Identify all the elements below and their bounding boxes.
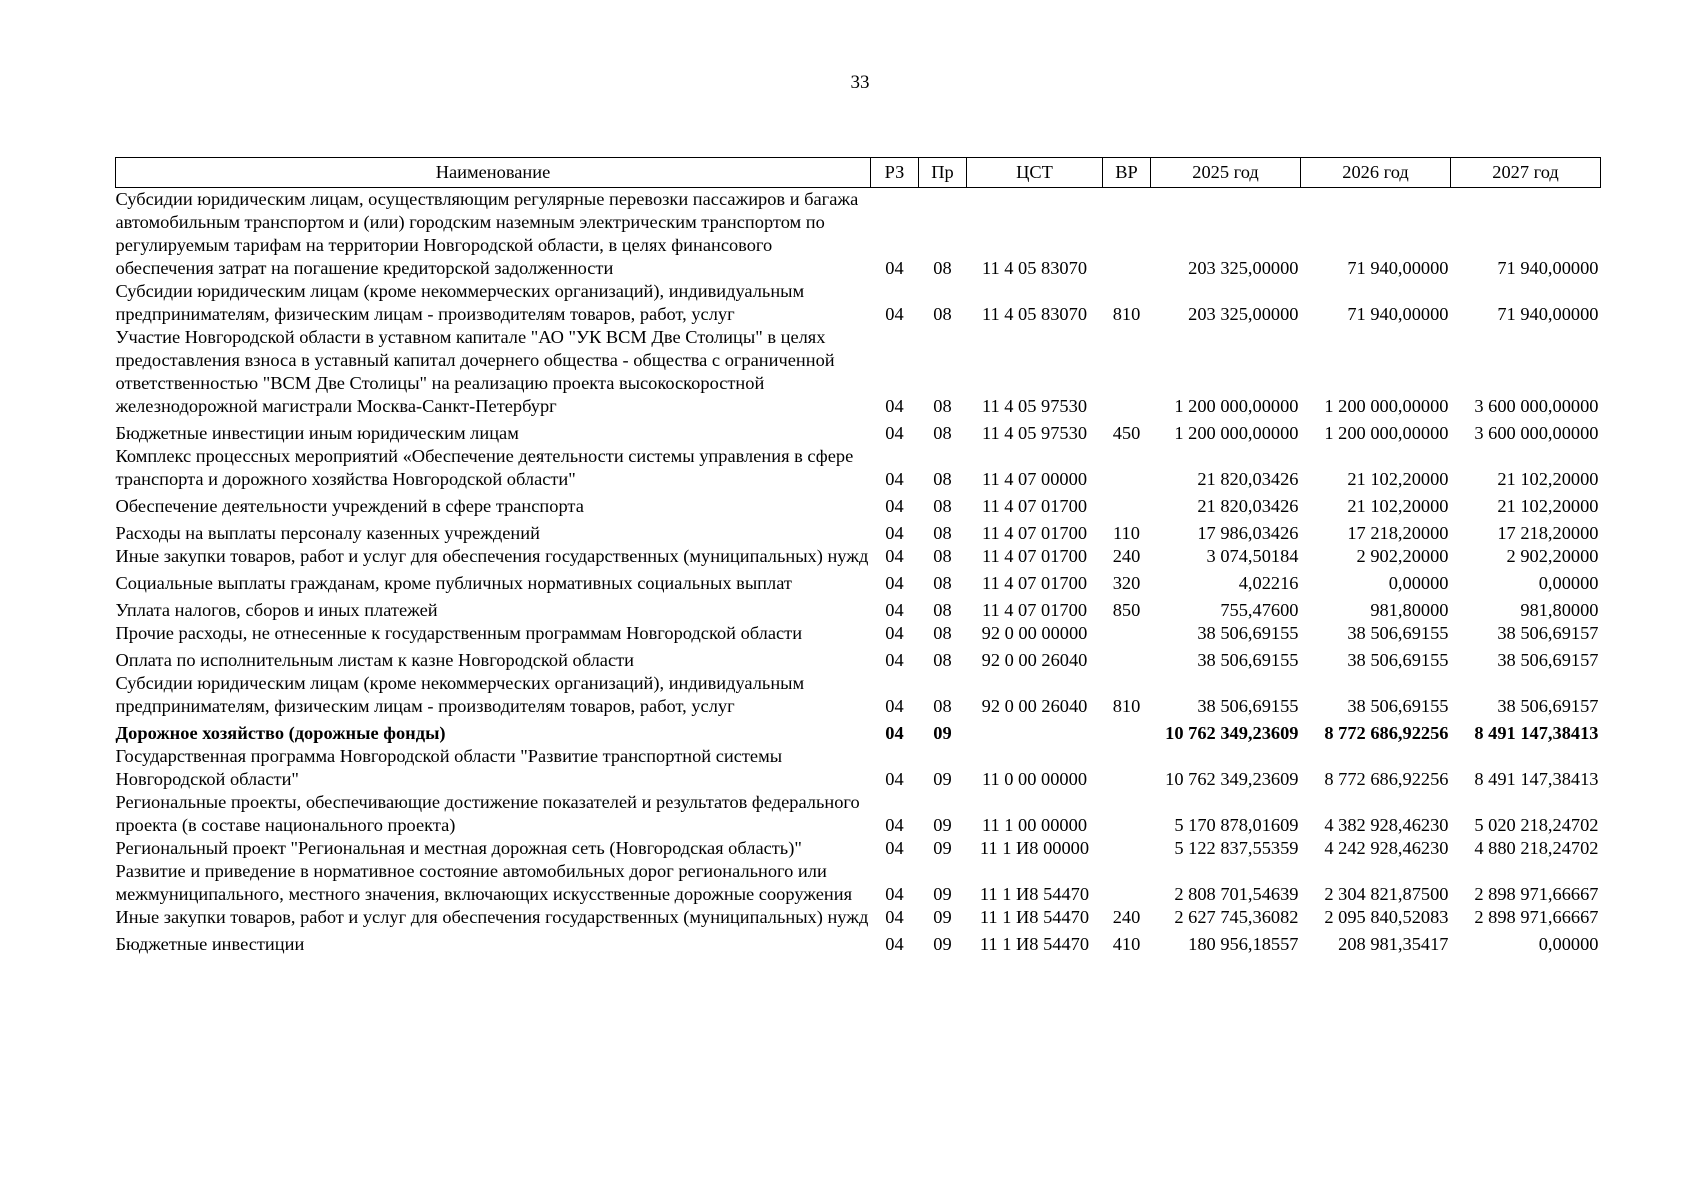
- row-name: Уплата налогов, сборов и иных платежей: [115, 600, 438, 620]
- row-2026: 71 940,00000: [1347, 258, 1449, 278]
- row-name: Субсидии юридическим лицам, осуществляющим регулярные перевозки пассажиров и багажа автомобильным транспортом и (или) городским наземным электрическим транспортом по регулируемым тарифам на территории Новгородской области, в целях финансового обеспечения затрат на погашение кредиторской задолженности: [115, 189, 859, 278]
- row-2027: 8 491 147,38413: [1474, 723, 1599, 743]
- row-2027: 71 940,00000: [1497, 258, 1599, 278]
- row-pr: 09: [933, 838, 952, 858]
- table-row: [116, 518, 1601, 545]
- row-2025: 5 170 878,01609: [1174, 815, 1299, 835]
- row-vr: [1103, 860, 1151, 906]
- row-2025: 2 627 745,36082: [1174, 907, 1299, 927]
- row-cst: 11 1 И8 54470: [979, 934, 1090, 954]
- row-2026: 4 242 928,46230: [1324, 838, 1449, 858]
- header-2027: 2027 год: [1451, 158, 1601, 188]
- row-name: Региональный проект "Региональная и местная дорожная сеть (Новгородская область)": [115, 838, 802, 858]
- table-row: [116, 906, 1601, 929]
- section-total-row: [116, 718, 1601, 745]
- row-name: Участие Новгородской области в уставном капитале "АО "УК ВСМ Две Столицы" в целях предоставления взноса в уставный капитал дочернего общества - общества с ограниченной ответственностью "ВСМ Две Столицы" на реализацию проекта высокоскоростной железнодорожной магистрали Москва-Санкт-Петербург: [115, 327, 835, 416]
- table-row: [116, 280, 1601, 326]
- row-vr: [1103, 622, 1151, 645]
- row-2025: 38 506,69155: [1197, 623, 1299, 643]
- row-rz: 04: [885, 496, 904, 516]
- row-pr: 08: [933, 623, 952, 643]
- row-2026: 17 218,20000: [1347, 523, 1449, 543]
- row-vr: 850: [1112, 600, 1141, 620]
- row-vr: 240: [1112, 907, 1141, 927]
- row-name: Бюджетные инвестиции: [115, 934, 305, 954]
- row-2026: 8 772 686,92256: [1324, 723, 1449, 743]
- row-vr: 450: [1112, 423, 1141, 443]
- row-2025: 755,47600: [1220, 600, 1299, 620]
- row-2026: 1 200 000,00000: [1324, 396, 1449, 416]
- row-2027: 3 600 000,00000: [1474, 423, 1599, 443]
- row-2026: 981,80000: [1370, 600, 1449, 620]
- table-row: [116, 568, 1601, 595]
- row-cst: 11 4 07 01700: [981, 573, 1088, 593]
- table-row: [116, 445, 1601, 491]
- row-cst: 11 4 05 83070: [981, 304, 1088, 324]
- row-cst: 11 1 И8 00000: [979, 838, 1090, 858]
- row-cst: 11 1 00 00000: [981, 815, 1088, 835]
- row-pr: 08: [933, 650, 952, 670]
- row-2026: 71 940,00000: [1347, 304, 1449, 324]
- row-2026: 1 200 000,00000: [1324, 423, 1449, 443]
- row-2025: 17 986,03426: [1197, 523, 1299, 543]
- row-vr: [1103, 837, 1151, 860]
- table-row: [116, 929, 1601, 956]
- row-cst: 11 4 07 01700: [981, 523, 1088, 543]
- row-2027: 38 506,69157: [1497, 696, 1599, 716]
- row-rz: 04: [885, 304, 904, 324]
- row-cst: 11 4 05 83070: [981, 258, 1088, 278]
- row-2027: 17 218,20000: [1497, 523, 1599, 543]
- row-2025: 2 808 701,54639: [1174, 884, 1299, 904]
- row-rz: 04: [885, 723, 904, 743]
- row-rz: 04: [885, 423, 904, 443]
- row-2027: 0,00000: [1538, 573, 1599, 593]
- row-vr: 320: [1112, 573, 1141, 593]
- row-cst: 11 4 07 00000: [981, 469, 1088, 489]
- row-name: Прочие расходы, не отнесенные к государственным программам Новгородской области: [115, 623, 803, 643]
- row-2027: 71 940,00000: [1497, 304, 1599, 324]
- row-vr: 410: [1112, 934, 1141, 954]
- header-cst: ЦСТ: [967, 158, 1103, 188]
- row-2027: 38 506,69157: [1497, 650, 1599, 670]
- table-header-row: [116, 158, 1601, 188]
- row-vr: [1103, 745, 1151, 791]
- row-cst: [967, 718, 1103, 745]
- row-rz: 04: [885, 546, 904, 566]
- row-pr: 08: [933, 258, 952, 278]
- row-2025: 38 506,69155: [1197, 696, 1299, 716]
- table-row: [116, 672, 1601, 718]
- header-2026: 2026 год: [1301, 158, 1451, 188]
- row-name: Обеспечение деятельности учреждений в сфере транспорта: [115, 496, 584, 516]
- row-2026: 38 506,69155: [1347, 623, 1449, 643]
- row-cst: 92 0 00 26040: [981, 696, 1088, 716]
- row-name: Дорожное хозяйство (дорожные фонды): [115, 723, 446, 743]
- row-rz: 04: [885, 907, 904, 927]
- table-row: [116, 188, 1601, 281]
- row-2027: 0,00000: [1538, 934, 1599, 954]
- row-cst: 11 1 И8 54470: [979, 907, 1090, 927]
- row-vr: [1103, 791, 1151, 837]
- row-2027: 21 102,20000: [1497, 469, 1599, 489]
- row-rz: 04: [885, 769, 904, 789]
- table-row: [116, 545, 1601, 568]
- row-rz: 04: [885, 838, 904, 858]
- row-2027: 5 020 218,24702: [1474, 815, 1599, 835]
- row-2026: 21 102,20000: [1347, 469, 1449, 489]
- row-cst: 11 1 И8 54470: [979, 884, 1090, 904]
- row-pr: 08: [933, 423, 952, 443]
- row-pr: 08: [933, 396, 952, 416]
- row-cst: 11 4 05 97530: [981, 423, 1088, 443]
- table-row: [116, 860, 1601, 906]
- table-row: [116, 595, 1601, 622]
- row-2025: 5 122 837,55359: [1174, 838, 1299, 858]
- row-2025: 21 820,03426: [1197, 469, 1299, 489]
- row-vr: 810: [1112, 696, 1141, 716]
- row-rz: 04: [885, 623, 904, 643]
- row-2027: 2 902,20000: [1506, 546, 1599, 566]
- row-2027: 3 600 000,00000: [1474, 396, 1599, 416]
- row-pr: 08: [933, 304, 952, 324]
- row-rz: 04: [885, 573, 904, 593]
- row-cst: 11 4 05 97530: [981, 396, 1088, 416]
- row-cst: 11 0 00 00000: [981, 769, 1088, 789]
- table-row: [116, 745, 1601, 791]
- row-name: Развитие и приведение в нормативное состояние автомобильных дорог регионального или межмуниципального, местного значения, включающих искусственные дорожные сооружения: [115, 861, 853, 904]
- row-2026: 38 506,69155: [1347, 696, 1449, 716]
- header-rz: РЗ: [871, 158, 919, 188]
- row-rz: 04: [885, 523, 904, 543]
- row-vr: [1103, 326, 1151, 418]
- row-vr: [1103, 491, 1151, 518]
- row-pr: 08: [933, 523, 952, 543]
- table-row: [116, 791, 1601, 837]
- row-pr: 09: [933, 907, 952, 927]
- row-2026: 0,00000: [1388, 573, 1449, 593]
- row-rz: 04: [885, 934, 904, 954]
- table-row: [116, 645, 1601, 672]
- row-name: Комплекс процессных мероприятий «Обеспечение деятельности системы управления в сфере транспорта и дорожного хозяйства Новгородской области": [115, 446, 854, 489]
- row-vr: [1103, 445, 1151, 491]
- row-2027: 21 102,20000: [1497, 496, 1599, 516]
- row-name: Социальные выплаты гражданам, кроме публичных нормативных социальных выплат: [115, 573, 792, 593]
- row-name: Расходы на выплаты персоналу казенных учреждений: [115, 523, 540, 543]
- row-2026: 2 095 840,52083: [1324, 907, 1449, 927]
- row-2025: 10 762 349,23609: [1165, 723, 1299, 743]
- row-pr: 09: [933, 815, 952, 835]
- row-pr: 09: [933, 934, 952, 954]
- row-rz: 04: [885, 650, 904, 670]
- row-pr: 08: [933, 469, 952, 489]
- row-2027: 2 898 971,66667: [1474, 884, 1599, 904]
- row-2026: 208 981,35417: [1338, 934, 1449, 954]
- row-cst: 11 4 07 01700: [981, 496, 1088, 516]
- row-pr: 08: [933, 600, 952, 620]
- page-number: 33: [850, 72, 870, 93]
- row-2025: 180 956,18557: [1188, 934, 1299, 954]
- header-vr: ВР: [1103, 158, 1151, 188]
- row-rz: 04: [885, 600, 904, 620]
- row-2026: 2 902,20000: [1356, 546, 1449, 566]
- row-2026: 21 102,20000: [1347, 496, 1449, 516]
- header-2025: 2025 год: [1151, 158, 1301, 188]
- row-2025: 10 762 349,23609: [1165, 769, 1299, 789]
- row-2025: 203 325,00000: [1188, 304, 1299, 324]
- row-2026: 2 304 821,87500: [1324, 884, 1449, 904]
- row-vr: [1103, 188, 1151, 281]
- row-name: Иные закупки товаров, работ и услуг для обеспечения государственных (муниципальных) нужд: [115, 546, 869, 566]
- row-vr: 110: [1113, 523, 1140, 543]
- row-name: Бюджетные инвестиции иным юридическим лицам: [115, 423, 519, 443]
- row-2025: 203 325,00000: [1188, 258, 1299, 278]
- table-row: [116, 491, 1601, 518]
- row-pr: 09: [933, 884, 952, 904]
- row-2027: 981,80000: [1520, 600, 1599, 620]
- row-2027: 4 880 218,24702: [1474, 838, 1599, 858]
- row-cst: 11 4 07 01700: [981, 546, 1088, 566]
- table-row: [116, 837, 1601, 860]
- row-2027: 2 898 971,66667: [1474, 907, 1599, 927]
- row-pr: 08: [933, 496, 952, 516]
- row-pr: 09: [933, 723, 952, 743]
- row-name: Субсидии юридическим лицам (кроме некоммерческих организаций), индивидуальным предпринимателям, физическим лицам - производителям товаров, работ, услуг: [115, 281, 805, 324]
- row-name: Оплата по исполнительным листам к казне Новгородской области: [115, 650, 634, 670]
- header-pr: Пр: [919, 158, 967, 188]
- row-name: Региональные проекты, обеспечивающие достижение показателей и результатов федерального проекта (в составе национального проекта): [115, 792, 860, 835]
- row-2025: 38 506,69155: [1197, 650, 1299, 670]
- row-rz: 04: [885, 884, 904, 904]
- row-2026: 38 506,69155: [1347, 650, 1449, 670]
- row-name: Государственная программа Новгородской области "Развитие транспортной системы Новгородской области": [115, 746, 783, 789]
- row-vr: [1103, 718, 1151, 745]
- row-rz: 04: [885, 696, 904, 716]
- row-rz: 04: [885, 258, 904, 278]
- row-2025: 3 074,50184: [1206, 546, 1299, 566]
- row-vr: 240: [1112, 546, 1141, 566]
- header-name: Наименование: [116, 158, 871, 188]
- row-pr: 08: [933, 696, 952, 716]
- row-2025: 1 200 000,00000: [1174, 396, 1299, 416]
- row-rz: 04: [885, 469, 904, 489]
- row-vr: 810: [1112, 304, 1141, 324]
- row-pr: 08: [933, 573, 952, 593]
- row-rz: 04: [885, 396, 904, 416]
- row-2025: 1 200 000,00000: [1174, 423, 1299, 443]
- row-name: Иные закупки товаров, работ и услуг для обеспечения государственных (муниципальных) нужд: [115, 907, 869, 927]
- row-vr: [1103, 645, 1151, 672]
- row-pr: 08: [933, 546, 952, 566]
- table-row: [116, 326, 1601, 418]
- budget-table: [115, 157, 1601, 956]
- row-2027: 8 491 147,38413: [1474, 769, 1599, 789]
- row-rz: 04: [885, 815, 904, 835]
- row-2026: 4 382 928,46230: [1324, 815, 1449, 835]
- row-2027: 38 506,69157: [1497, 623, 1599, 643]
- row-2026: 8 772 686,92256: [1324, 769, 1449, 789]
- row-name: Субсидии юридическим лицам (кроме некоммерческих организаций), индивидуальным предпринимателям, физическим лицам - производителям товаров, работ, услуг: [115, 673, 805, 716]
- row-pr: 09: [933, 769, 952, 789]
- table-row: [116, 622, 1601, 645]
- row-cst: 92 0 00 26040: [981, 650, 1088, 670]
- row-cst: 11 4 07 01700: [981, 600, 1088, 620]
- row-2025: 21 820,03426: [1197, 496, 1299, 516]
- row-cst: 92 0 00 00000: [981, 623, 1088, 643]
- table-row: [116, 418, 1601, 445]
- row-2025: 4,02216: [1238, 573, 1299, 593]
